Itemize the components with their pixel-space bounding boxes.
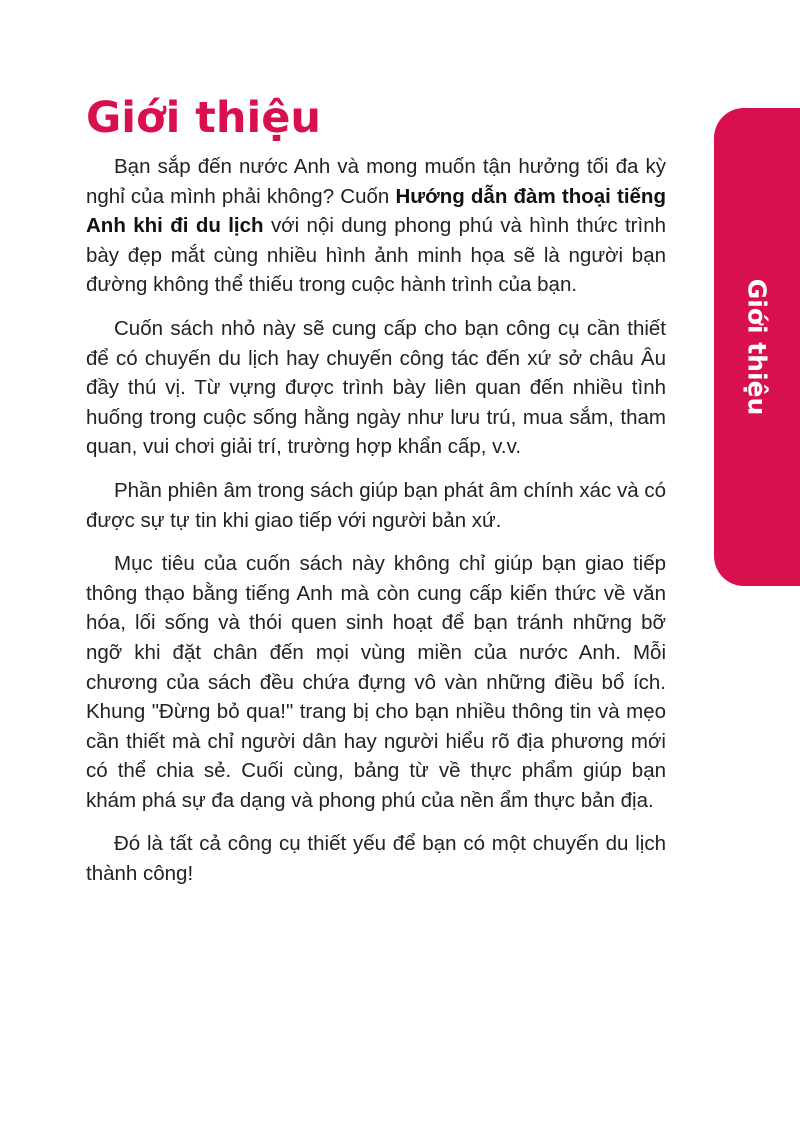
paragraph-2: Cuốn sách nhỏ này sẽ cung cấp cho bạn công cụ cần thiết để có chuyến du lịch hay chuyến công tác đến xứ sở châu Âu đầy thú vị. Từ vựng được trình bày liên quan đến nhiều tình huống trong cuộc sống hằng ngày như lưu trú, mua sắm, tham quan, vui chơi giải trí, trường hợp khẩn cấp, v.v. <box>86 316 666 459</box>
paragraph-1 <box>86 152 666 300</box>
page-title: Giới thiệu <box>86 93 321 143</box>
paragraph-1-text-start: Bạn sắp đến nước Anh và mong muốn tận hưởng tối đa kỳ nghỉ của mình phải không? Cuốn <box>86 155 666 208</box>
paragraph-4: Mục tiêu của cuốn sách này không chỉ giúp bạn giao tiếp thông thạo bằng tiếng Anh mà còn cung cấp kiến thức về văn hóa, lối sống và thói quen sinh hoạt để bạn tránh những bỡ ngỡ khi đặt chân đến mọi vùng miền của nước Anh. Mỗi chương của sách đều chứa đựng vô vàn những điều bổ ích. Khung "Đừng bỏ qua!" trang bị cho bạn nhiều thông tin và mẹo cần thiết mà chỉ người dân hay người hiểu rõ địa phương mới có thể chia sẻ. Cuối cùng, bảng từ về thực phẩm giúp bạn khám phá sự đa dạng và phong phú của nền ẩm thực bản địa. <box>86 552 666 812</box>
paragraph-1-text-end: với nội dung phong phú và hình thức trình bày đẹp mắt cùng nhiều hình ảnh minh họa sẽ là người bạn đường không thể thiếu trong cuộc hành trình của bạn. <box>86 214 667 297</box>
paragraph-5: Đó là tất cả công cụ thiết yếu để bạn có một chuyến du lịch thành công! <box>86 832 666 886</box>
chapter-side-tab <box>714 108 800 586</box>
book-title-bold: Hướng dẫn đàm thoại tiếng Anh khi đi du lịch <box>86 184 666 238</box>
chapter-side-tab-label: Giới thiệu <box>742 278 772 416</box>
intro-body <box>86 152 666 903</box>
paragraph-3: Phần phiên âm trong sách giúp bạn phát âm chính xác và có được sự tự tin khi giao tiếp với người bản xứ. <box>86 478 666 532</box>
